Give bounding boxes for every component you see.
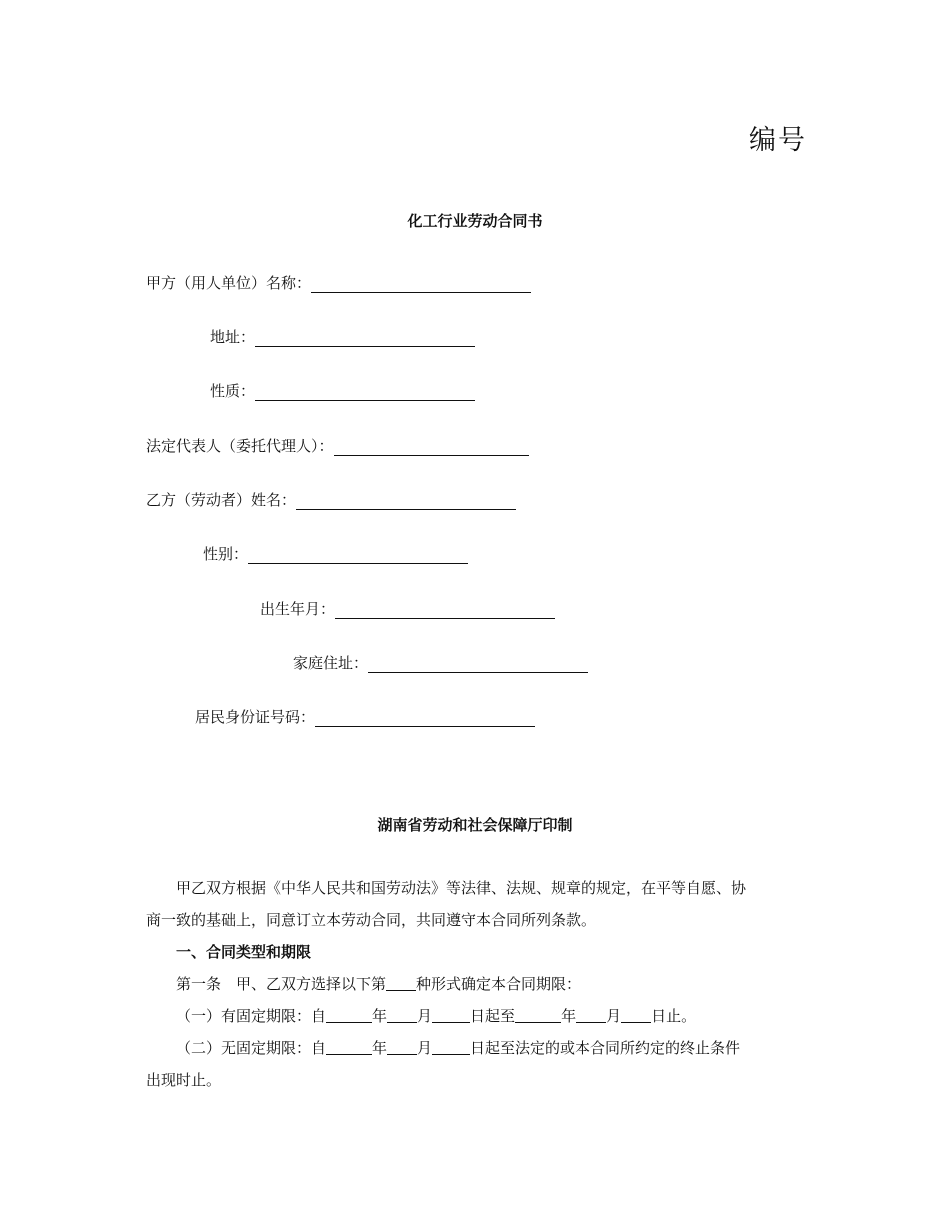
option-blank[interactable] bbox=[386, 975, 416, 991]
fixed-end-year-blank[interactable] bbox=[515, 1007, 561, 1023]
section-heading: 一、合同类型和期限 bbox=[176, 943, 312, 961]
home-address-field bbox=[293, 653, 588, 673]
id-number-label: 居民身份证号码： bbox=[195, 708, 316, 726]
id-number-blank[interactable] bbox=[315, 710, 535, 727]
document-title: 化工行业劳动合同书 bbox=[407, 212, 543, 230]
nature-label: 性质： bbox=[210, 382, 256, 400]
id-number-field bbox=[195, 707, 535, 727]
body-text bbox=[146, 872, 811, 1096]
party-a-name-label: 甲方（用人单位）名称： bbox=[146, 274, 312, 292]
serial-number-label: 编号 bbox=[749, 125, 807, 156]
legal-rep-field bbox=[146, 436, 529, 456]
home-address-label: 家庭住址： bbox=[293, 654, 369, 672]
address-label: 地址： bbox=[210, 328, 256, 346]
birth-blank[interactable] bbox=[335, 602, 555, 619]
publisher-line: 湖南省劳动和社会保障厅印制 bbox=[377, 816, 573, 834]
fixed-end-day-blank[interactable] bbox=[621, 1007, 651, 1023]
birth-field bbox=[260, 599, 555, 619]
gender-blank[interactable] bbox=[248, 547, 468, 564]
gender-label: 性别： bbox=[203, 545, 249, 563]
legal-rep-label: 法定代表人（委托代理人）： bbox=[146, 437, 334, 455]
fixed-start-day-blank[interactable] bbox=[432, 1007, 470, 1023]
open-start-day-blank[interactable] bbox=[432, 1039, 470, 1055]
address-field bbox=[210, 327, 475, 347]
party-b-name-blank[interactable] bbox=[296, 493, 516, 510]
nature-blank[interactable] bbox=[255, 384, 475, 401]
gender-field bbox=[203, 544, 468, 564]
address-blank[interactable] bbox=[255, 330, 475, 347]
party-a-name-blank[interactable] bbox=[311, 276, 531, 293]
open-start-year-blank[interactable] bbox=[326, 1039, 372, 1055]
home-address-blank[interactable] bbox=[368, 656, 588, 673]
open-term-line-2: 出现时止。 bbox=[146, 1071, 222, 1089]
article-1: 第一条 甲、乙双方选择以下第 种形式确定本合同期限： bbox=[176, 975, 582, 993]
nature-field bbox=[210, 381, 475, 401]
intro-line-1: 甲乙双方根据《中华人民共和国劳动法》等法律、法规、规章的规定，在平等自愿、协 bbox=[176, 879, 747, 897]
birth-label: 出生年月： bbox=[260, 600, 336, 618]
fixed-end-month-blank[interactable] bbox=[576, 1007, 606, 1023]
fixed-term-line: （一）有固定期限：自 年 月 日起至 年 月 日止。 bbox=[176, 1007, 697, 1025]
party-b-name-label: 乙方（劳动者）姓名： bbox=[146, 491, 297, 509]
party-a-name-field bbox=[146, 273, 531, 293]
intro-line-2: 商一致的基础上，同意订立本劳动合同，共同遵守本合同所列条款。 bbox=[146, 911, 597, 929]
open-start-month-blank[interactable] bbox=[387, 1039, 417, 1055]
legal-rep-blank[interactable] bbox=[334, 439, 529, 456]
party-b-name-field bbox=[146, 490, 516, 510]
open-term-line: （二）无固定期限：自 年 月 日起至法定的或本合同所约定的终止条件 bbox=[176, 1039, 741, 1057]
fixed-start-year-blank[interactable] bbox=[326, 1007, 372, 1023]
fixed-start-month-blank[interactable] bbox=[387, 1007, 417, 1023]
